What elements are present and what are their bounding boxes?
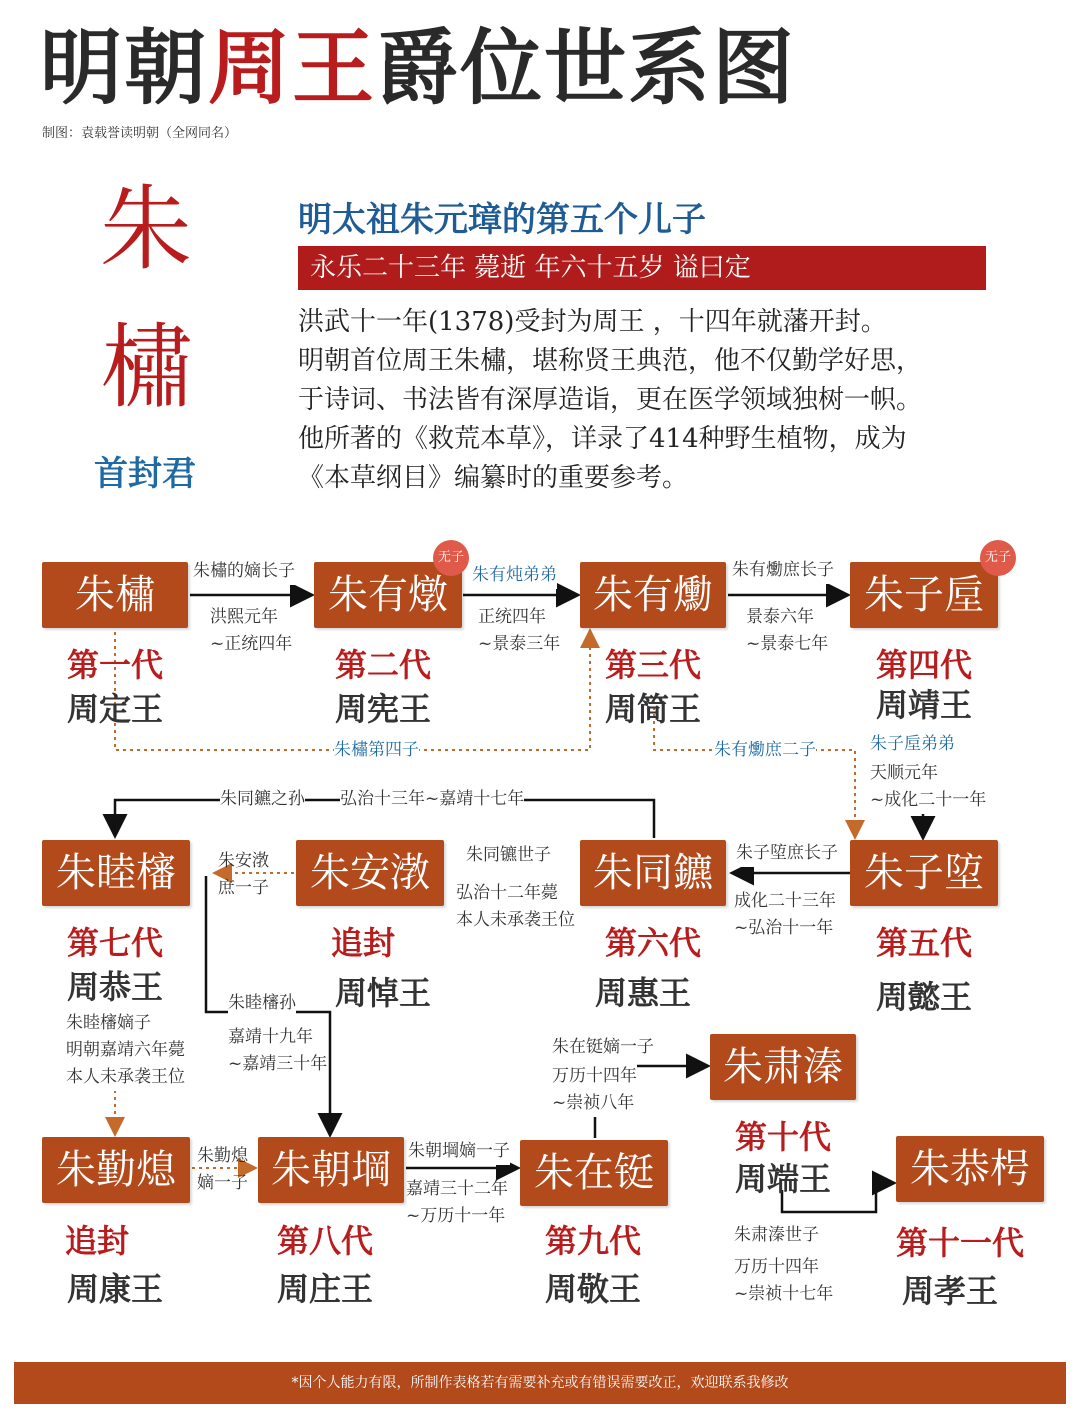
posthumous-title: 周恭王 xyxy=(66,968,163,1006)
reign-note: 成化二十三年 xyxy=(734,891,836,911)
generation-label: 第十一代 xyxy=(895,1224,1024,1262)
reign-note: ~正统四年 xyxy=(210,634,293,654)
person-box: 朱子埅 xyxy=(850,840,998,906)
person-box: 朱恭枵 xyxy=(896,1136,1044,1202)
posthumous-title: 周宪王 xyxy=(334,690,431,728)
person-box: 朱有燉 xyxy=(314,562,462,628)
person-box: 朱睦㰂 xyxy=(42,840,190,906)
generation-label: 第四代 xyxy=(875,646,972,684)
reign-note: 嘉靖十九年 xyxy=(228,1027,313,1047)
generation-label: 第三代 xyxy=(604,646,701,684)
relation-note: 嫡一子 xyxy=(197,1173,248,1193)
relation-note: 朱橚第四子 xyxy=(334,737,419,764)
generation-label: 第五代 xyxy=(875,924,972,962)
person-box: 朱有爋 xyxy=(580,562,726,628)
posthumous-title: 周惠王 xyxy=(594,974,691,1012)
founder-surname: 朱 xyxy=(100,176,193,283)
reign-note: 洪熙元年 xyxy=(210,607,278,627)
reign-note: ~景泰七年 xyxy=(746,634,829,654)
posthumous-title: 周端王 xyxy=(734,1160,831,1198)
reign-note: 正统四年 xyxy=(478,607,546,627)
death-banner: 永乐二十三年 薨逝 年六十五岁 谥曰定 xyxy=(298,246,986,290)
relation-note: 朱睦㰂孙 xyxy=(228,990,296,1017)
reign-note: 弘治十三年~嘉靖十七年 xyxy=(340,786,524,813)
person-box: 朱安㴾 xyxy=(296,840,444,906)
person-box: 朱橚 xyxy=(42,562,188,628)
generation-label: 追封 xyxy=(64,1222,129,1260)
title-part: 明朝 xyxy=(40,20,209,116)
posthumous-title: 周康王 xyxy=(66,1270,163,1308)
relation-note: 朱肃溱世子 xyxy=(734,1222,819,1249)
generation-label: 第八代 xyxy=(276,1222,373,1260)
title-part: 爵位世系图 xyxy=(376,20,797,116)
death-note: 明朝嘉靖六年薨 xyxy=(66,1037,185,1064)
relation-note: 庶一子 xyxy=(218,878,269,898)
reign-note: ~嘉靖三十年 xyxy=(228,1054,328,1074)
posthumous-title: 周靖王 xyxy=(875,686,972,724)
reign-note: ~景泰三年 xyxy=(478,634,561,654)
relation-note: 朱睦㰂嫡子 xyxy=(66,1010,151,1037)
founder-role: 首封君 xyxy=(94,454,196,494)
reign-note: ~万历十一年 xyxy=(406,1206,506,1226)
relation-note: 朱有爋庶长子 xyxy=(732,557,834,584)
generation-label: 第二代 xyxy=(334,646,431,684)
reign-note: ~崇祯十七年 xyxy=(734,1284,834,1304)
reign-note: 万历十四年 xyxy=(552,1063,637,1090)
person-box: 朱同鑣 xyxy=(580,840,726,906)
no-heir-badge: 无子 xyxy=(433,540,469,576)
relation-note: 朱勤熄 xyxy=(197,1146,248,1166)
reign-note: 景泰六年 xyxy=(746,607,814,627)
generation-label: 第一代 xyxy=(66,646,163,684)
relation-note: 朱朝堈嫡一子 xyxy=(408,1138,510,1165)
relation-note: 朱子垕弟弟 xyxy=(870,731,955,758)
credit: 制图：袁载誉读明朝（全网同名） xyxy=(42,126,238,141)
generation-label: 第七代 xyxy=(66,924,163,962)
founder-given-name: 橚 xyxy=(100,314,193,421)
relation-note: 朱同镳世子 xyxy=(466,842,551,869)
relation-note: 朱在铤嫡一子 xyxy=(552,1037,654,1057)
generation-label: 第六代 xyxy=(604,924,701,962)
bio-line: 洪武十一年(1378)受封为周王 ，十四年就藩开封。 xyxy=(298,307,887,337)
reign-note: 万历十四年 xyxy=(734,1257,819,1277)
posthumous-title: 周敬王 xyxy=(544,1270,641,1308)
person-box: 朱子垕 xyxy=(850,562,998,628)
no-heir-badge: 无子 xyxy=(980,540,1016,576)
bio-line: 《本草纲目》编纂时的重要参考。 xyxy=(298,463,689,493)
relation-note: 朱有爋庶二子 xyxy=(714,737,816,764)
bio-line: 于诗词、书法皆有深厚造诣，更在医学领域独树一帜。 xyxy=(298,385,923,415)
posthumous-title: 周定王 xyxy=(66,690,163,728)
person-box: 朱勤熄 xyxy=(42,1137,190,1203)
bio-line: 明朝首位周王朱橚，堪称贤王典范，他不仅勤学好思， xyxy=(298,346,923,376)
death-note: 本人未承袭王位 xyxy=(456,910,575,930)
reign-note: ~弘治十一年 xyxy=(734,918,834,938)
relation-note: 朱子埅庶长子 xyxy=(736,840,838,867)
person-box: 朱肃溱 xyxy=(710,1034,856,1100)
posthumous-title: 周悼王 xyxy=(334,974,431,1012)
relation-note: 朱有炖弟弟 xyxy=(472,562,557,589)
reign-note: ~崇祯八年 xyxy=(552,1090,634,1117)
relation-note: 朱同鑣之孙 xyxy=(220,786,305,813)
generation-label: 第十代 xyxy=(734,1118,831,1156)
relation-note: 朱安㴾 xyxy=(218,851,269,871)
posthumous-title: 周简王 xyxy=(604,690,701,728)
relation-note: 朱橚的嫡长子 xyxy=(193,558,295,585)
person-box: 朱在铤 xyxy=(520,1140,668,1206)
generation-label: 第九代 xyxy=(544,1222,641,1260)
title-highlight: 周王 xyxy=(208,20,377,116)
death-note: 本人未承袭王位 xyxy=(66,1064,185,1091)
founder-heading: 明太祖朱元璋的第五个儿子 xyxy=(298,200,706,240)
death-note: 弘治十二年薨 xyxy=(456,883,558,903)
reign-note: ~成化二十一年 xyxy=(870,787,986,814)
posthumous-title: 周庄王 xyxy=(276,1270,373,1308)
generation-label: 追封 xyxy=(330,924,395,962)
footer-disclaimer: *因个人能力有限，所制作表格若有需要补充或有错误需要改正，欢迎联系我修改 xyxy=(14,1362,1066,1404)
reign-note: 天顺元年 xyxy=(870,763,938,783)
reign-note: 嘉靖三十二年 xyxy=(406,1179,508,1199)
bio-line: 他所著的《救荒本草》，详录了414种野生植物，成为 xyxy=(298,424,907,454)
person-box: 朱朝堈 xyxy=(258,1137,404,1203)
posthumous-title: 周懿王 xyxy=(875,978,972,1016)
posthumous-title: 周孝王 xyxy=(901,1272,998,1310)
